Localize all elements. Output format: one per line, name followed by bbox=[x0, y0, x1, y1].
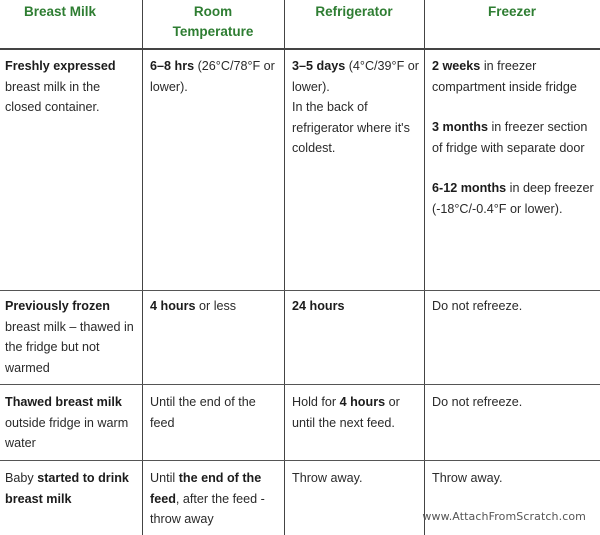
freezer-duration: 2 weeks bbox=[432, 59, 481, 73]
row1-room bbox=[150, 56, 282, 97]
freezer-location: in deep freezer (-18°C/-0.4°F or lower). bbox=[432, 181, 594, 216]
row-divider bbox=[0, 460, 600, 461]
column-divider bbox=[424, 0, 425, 535]
row-divider bbox=[0, 290, 600, 291]
row3-room: Until the end of the feed bbox=[150, 395, 256, 430]
row2-milk-bold: Previously frozen bbox=[5, 299, 110, 313]
column-divider bbox=[142, 0, 143, 535]
row2-room bbox=[150, 296, 282, 317]
freezer-location: in freezer compartment inside fridge bbox=[432, 59, 577, 94]
row3-freezer: Do not refreeze. bbox=[432, 395, 523, 409]
row4-room-rest: , after the feed - throw away bbox=[150, 491, 265, 526]
header-room-temperature bbox=[142, 2, 284, 42]
row1-room-rest: (26°C/78°F or lower). bbox=[150, 59, 275, 94]
row1-freezer-item bbox=[432, 56, 594, 97]
row3-milk bbox=[5, 392, 139, 454]
row-divider bbox=[0, 384, 600, 385]
watermark: www.AttachFromScratch.com bbox=[422, 510, 586, 523]
row4-room bbox=[150, 468, 280, 530]
row4-freezer: Throw away. bbox=[432, 471, 503, 485]
row1-milk bbox=[5, 56, 139, 118]
row2-fridge-bold: 24 hours bbox=[292, 299, 345, 313]
row2-room-rest: or less bbox=[195, 299, 237, 313]
row1-fridge-bold: 3–5 days bbox=[292, 59, 346, 73]
header-room-line2: Temperature bbox=[172, 24, 254, 39]
header-divider bbox=[0, 48, 600, 50]
row4-milk-bold: started to drink breast milk bbox=[5, 471, 129, 506]
row4-milk bbox=[5, 468, 139, 509]
row1-fridge-rest: (4°C/39°F or lower). bbox=[292, 59, 419, 94]
row2-fridge bbox=[292, 296, 420, 317]
row3-fridge-pre: Hold for bbox=[292, 395, 340, 409]
row1-freezer bbox=[432, 56, 594, 219]
row3-fridge-rest: or until the next feed. bbox=[292, 395, 400, 430]
row3-fridge bbox=[292, 392, 416, 433]
row4-room-bold: the end of the feed bbox=[150, 471, 262, 506]
row3-milk-rest: outside fridge in warm water bbox=[5, 415, 129, 450]
freezer-duration: 6-12 months bbox=[432, 181, 507, 195]
row1-freezer-item bbox=[432, 117, 594, 158]
row1-milk-rest: breast milk in the closed container. bbox=[5, 79, 101, 114]
row1-milk-bold: Freshly expressed bbox=[5, 59, 116, 73]
row4-milk-pre: Baby bbox=[5, 471, 38, 485]
row1-room-bold: 6–8 hrs bbox=[150, 59, 195, 73]
row2-room-bold: 4 hours bbox=[150, 299, 196, 313]
row2-milk-rest: breast milk – thawed in the fridge but not warmed bbox=[5, 319, 134, 375]
row4-room-pre: Until bbox=[150, 471, 179, 485]
row3-milk-bold: Thawed breast milk bbox=[5, 395, 122, 409]
row3-fridge-bold: 4 hours bbox=[339, 395, 386, 409]
row2-milk bbox=[5, 296, 139, 378]
row4-fridge: Throw away. bbox=[292, 471, 363, 485]
row1-freezer-item bbox=[432, 178, 594, 219]
header-freezer: Freezer bbox=[487, 4, 537, 19]
header-refrigerator: Refrigerator bbox=[315, 4, 393, 19]
header-breast-milk: Breast Milk bbox=[23, 4, 97, 19]
row1-fridge-note: In the back of refrigerator where it's coldest. bbox=[292, 100, 410, 155]
column-divider bbox=[284, 0, 285, 535]
row1-fridge bbox=[292, 56, 420, 159]
row2-freezer: Do not refreeze. bbox=[432, 299, 523, 313]
freezer-duration: 3 months bbox=[432, 120, 488, 134]
header-room-line1: Room bbox=[193, 4, 233, 19]
freezer-location: in freezer section of fridge with separate door bbox=[432, 120, 588, 155]
